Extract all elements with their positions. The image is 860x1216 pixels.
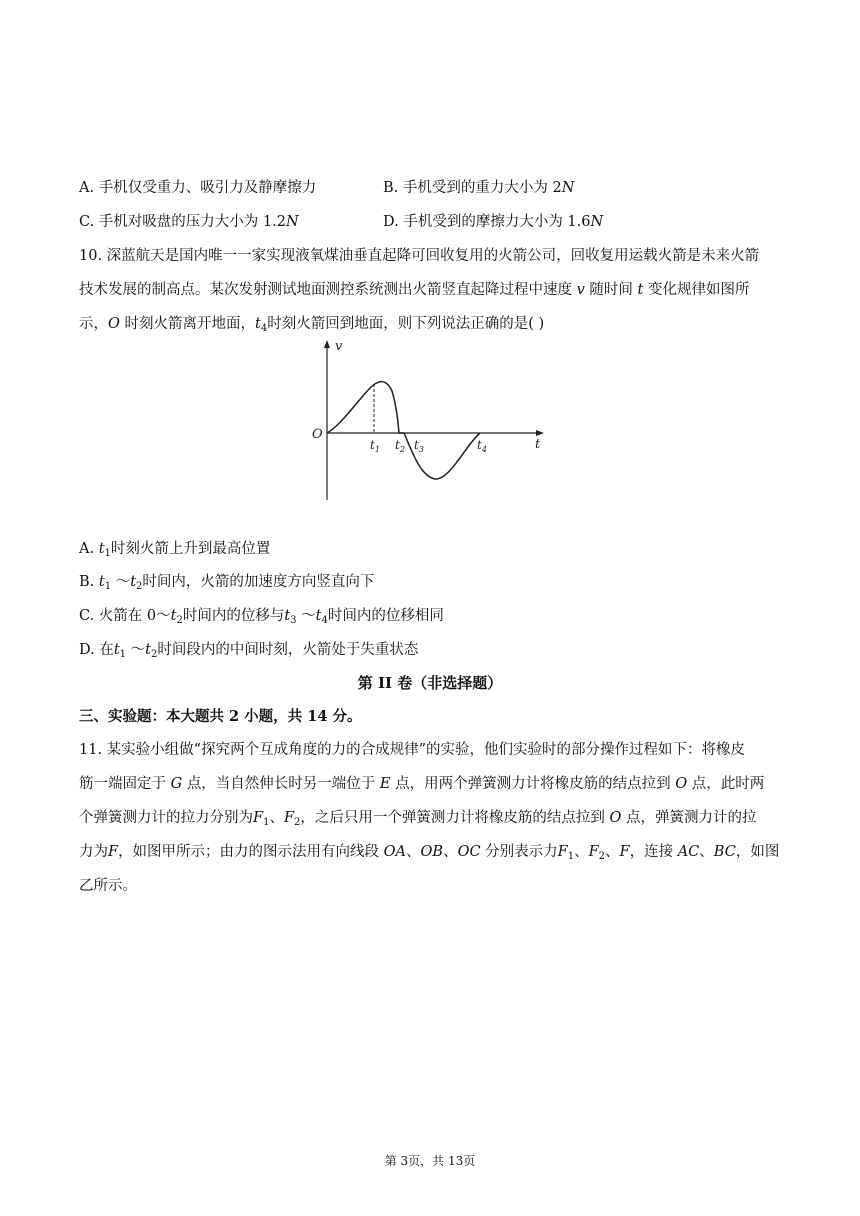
section3-heading: 三、实验题：本大题共 2 小题，共 14 分。 <box>79 708 362 725</box>
tick-label-t4 <box>477 438 487 454</box>
q10-stem-line2: 技术发展的制高点。某次发射测试地面测控系统测出火箭竖直起降过程中速度 v 随时间 t 变化规律如图所 <box>79 282 750 298</box>
part2-title: 第 II 卷（非选择题） <box>357 674 503 692</box>
page-footer: 第 3页，共 13页 <box>384 1154 476 1168</box>
q10-option-c: C. 火箭在 $0\sim t_2$时间内的位移与$t_3$ $\sim t_4$时间内的位移相同 <box>79 608 444 626</box>
velocity-curve <box>327 382 480 479</box>
q11-line4: 力为F，如图甲所示；由力的图示法用有向线段 OA、OB、OC 分别表示力$F_1$、$F_2$、F，连接 AC、BC，如图 <box>79 844 780 862</box>
q10-option-b: B. $t_1$ $\sim t_2$时间内，火箭的加速度方向竖直向下 <box>79 574 375 592</box>
t-axis-arrow <box>536 430 544 436</box>
q9-option-b: B. 手机受到的重力大小为 2N <box>383 180 575 196</box>
svg-text:t3: $t_3$ <box>414 438 424 454</box>
tick-label-t1 <box>370 438 380 454</box>
q9-option-d: D. 手机受到的摩擦力大小为 1.6N <box>383 214 604 230</box>
q10-stem-line3: 示，O 时刻火箭离开地面，$t_4$时刻火箭回到地面，则下列说法正确的是( ) <box>79 316 545 334</box>
tick-label-t3 <box>414 438 424 454</box>
q11-line3: 个弹簧测力计的拉力分别为$F_1$、$F_2$，之后只用一个弹簧测力计将橡皮筋的结点拉到 O 点，弹簧测力计的拉 <box>79 810 757 828</box>
q11-line1: 11. 某实验小组做“探究两个互成角度的力的合成规律”的实验，他们实验时的部分操作过程如下：将橡皮 <box>79 742 745 758</box>
svg-text:t1: $t_1$ <box>370 438 380 454</box>
t-axis-label: t <box>535 437 541 452</box>
q11-line2: 筋一端固定于 G 点，当自然伸长时另一端位于 E 点，用两个弹簧测力计将橡皮筋的结点拉到 O 点，此时两 <box>79 776 765 792</box>
q11-line5: 乙所示。 <box>79 878 137 894</box>
svg-text:t4: $t_4$ <box>477 438 487 454</box>
q10-stem-line1: 10. 深蓝航天是国内唯一一家实现液氧煤油垂直起降可回收复用的火箭公司，回收复用运载火箭是未来火箭 <box>79 248 760 264</box>
tick-label-t2 <box>395 438 405 454</box>
q10-option-a: A. $t_1$时刻火箭上升到最高位置 <box>79 541 271 559</box>
origin-label: O <box>312 427 323 442</box>
q9-option-c: C. 手机对吸盘的压力大小为 1.2N <box>79 214 299 230</box>
velocity-time-graph <box>300 336 560 508</box>
v-axis-label: v <box>335 339 343 354</box>
svg-text:t2: $t_2$ <box>395 438 405 454</box>
q10-option-d: D. 在$t_1$ $\sim t_2$时间段内的中间时刻，火箭处于失重状态 <box>79 642 419 660</box>
q9-option-a: A. 手机仅受重力、吸引力及静摩擦力 <box>79 180 317 196</box>
v-axis-arrow <box>324 340 330 348</box>
